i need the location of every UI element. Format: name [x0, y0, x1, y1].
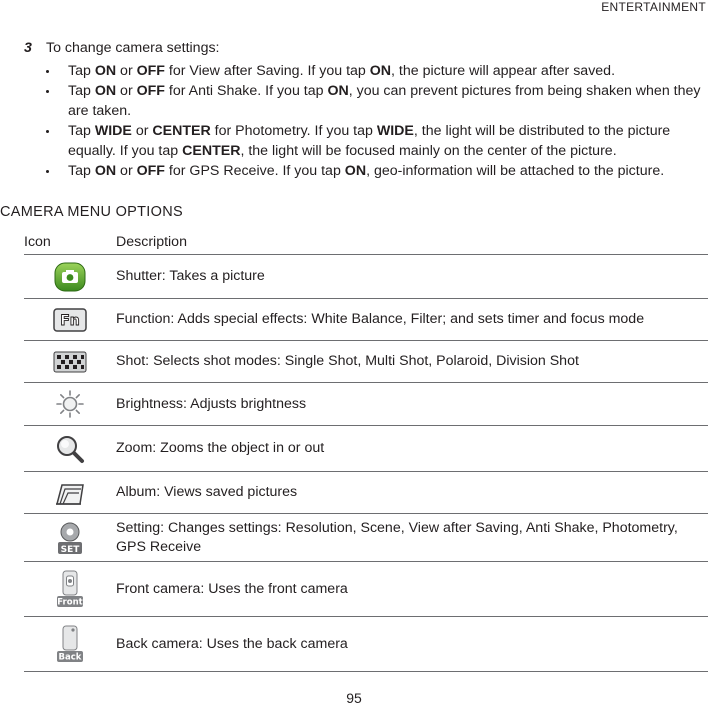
bullet-option-value: OFF [136, 83, 165, 99]
bullet-text: for View after Saving. If you tap [164, 63, 370, 79]
bullet-text: , you can prevent pictures from being shaken when they are taken. [68, 83, 701, 119]
bullet-option-value: CENTER [152, 123, 211, 139]
settings-bullet-item [46, 61, 704, 81]
function-fn-icon [53, 308, 87, 332]
bullet-option-value: ON [94, 163, 117, 179]
camera-shutter-icon [54, 262, 86, 292]
back-camera-icon [55, 625, 85, 663]
settings-bullet-item [46, 121, 704, 161]
bullet-text: , geo-information will be attached to the picture. [366, 163, 665, 179]
bullet-text: , the picture will appear after saved. [391, 63, 616, 79]
settings-bullet-item [46, 81, 704, 121]
bullet-text: for Photometry. If you tap [210, 123, 377, 139]
page-number: 95 [346, 690, 362, 706]
bullet-text: , the light will be focused mainly on the center of the picture. [240, 143, 617, 159]
bullet-option-value: ON [369, 63, 392, 79]
set-icon-label: SET [60, 544, 80, 555]
step-intro: To change camera settings: [46, 40, 220, 56]
table-row [24, 255, 708, 299]
table-row [24, 299, 708, 341]
bullet-text: , the light will be distributed to the picture equally. If you tap [68, 123, 671, 159]
row-description: Front camera: Uses the front camera [116, 562, 708, 617]
shot-mode-icon [53, 351, 87, 373]
album-icon [53, 480, 87, 506]
bullet-text: Tap [68, 123, 95, 139]
bullet-text: Tap [68, 63, 95, 79]
settings-bullet-list [24, 61, 704, 181]
front-icon-label: Front [57, 597, 83, 608]
step-block [24, 38, 704, 181]
bullet-option-value: ON [344, 163, 367, 179]
row-description: Shutter: Takes a picture [116, 255, 708, 299]
table-row [24, 472, 708, 514]
bullet-text: Tap [68, 163, 95, 179]
bullet-option-value: ON [94, 83, 117, 99]
camera-menu-table [24, 229, 708, 672]
icon-column-header: Icon [24, 229, 116, 255]
description-column-header: Description [116, 229, 708, 255]
back-icon-label: Back [58, 652, 82, 663]
row-description: Zoom: Zooms the object in or out [116, 426, 708, 472]
row-description: Setting: Changes settings: Resolution, Scene, View after Saving, Anti Shake, Photometry, GPS Receive [116, 514, 708, 562]
zoom-magnifier-icon [55, 434, 85, 464]
table-row [24, 426, 708, 472]
section-header: ENTERTAINMENT [601, 0, 706, 14]
bullet-option-value: ON [94, 63, 117, 79]
step-intro-line [24, 38, 704, 58]
brightness-icon [55, 389, 85, 419]
bullet-text: or [116, 83, 137, 99]
settings-set-icon [55, 520, 85, 556]
row-description: Back camera: Uses the back camera [116, 617, 708, 672]
table-row [24, 514, 708, 562]
bullet-text: Tap [68, 83, 95, 99]
bullet-option-value: ON [327, 83, 349, 99]
table-row [24, 562, 708, 617]
bullet-text: for Anti Shake. If you tap [164, 83, 328, 99]
row-description: Shot: Selects shot modes: Single Shot, Multi Shot, Polaroid, Division Shot [116, 341, 708, 383]
step-number: 3 [24, 40, 32, 56]
bullet-text: or [131, 123, 153, 139]
bullet-text: or [116, 163, 137, 179]
front-camera-icon [55, 570, 85, 608]
section-title: CAMERA MENU OPTIONS [0, 204, 183, 220]
table-header-row [24, 229, 708, 255]
settings-bullet-item [46, 161, 704, 181]
table-row [24, 383, 708, 426]
bullet-option-value: WIDE [376, 123, 414, 139]
bullet-option-value: OFF [136, 163, 165, 179]
bullet-text: or [116, 63, 137, 79]
table-row [24, 341, 708, 383]
svg-text:Fn: Fn [60, 312, 80, 329]
row-description: Album: Views saved pictures [116, 472, 708, 514]
bullet-option-value: WIDE [94, 123, 132, 139]
bullet-option-value: CENTER [182, 143, 241, 159]
row-description: Function: Adds special effects: White Balance, Filter; and sets timer and focus mode [116, 299, 708, 341]
row-description: Brightness: Adjusts brightness [116, 383, 708, 426]
table-row [24, 617, 708, 672]
bullet-option-value: OFF [136, 63, 165, 79]
bullet-text: for GPS Receive. If you tap [164, 163, 345, 179]
